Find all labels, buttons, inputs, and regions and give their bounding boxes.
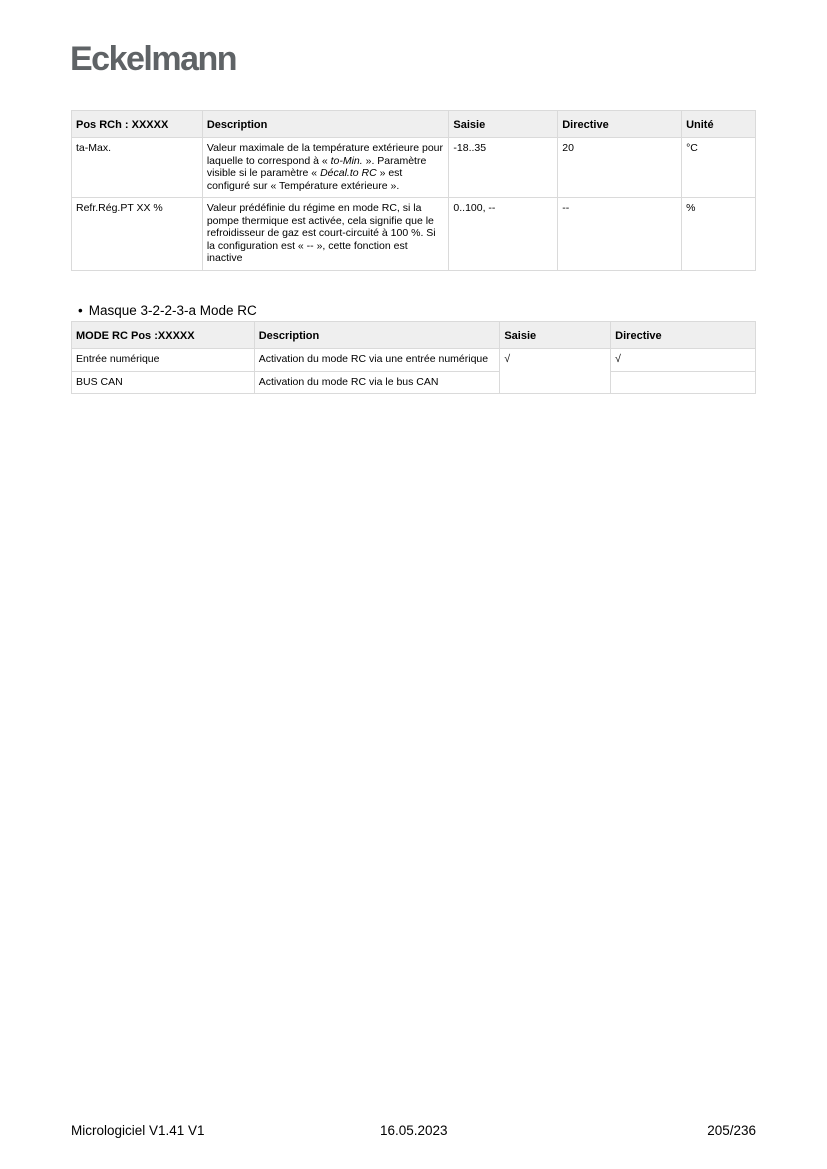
column-header-unite: Unité <box>682 111 756 138</box>
cell-saisie <box>500 371 611 394</box>
cell-saisie: √ <box>500 349 611 372</box>
cell-pos: Refr.Rég.PT XX % <box>72 198 203 271</box>
column-header-directive: Directive <box>558 111 682 138</box>
eckelmann-logo: Eckelmann <box>70 40 237 78</box>
section-title: Masque 3-2-2-3-a Mode RC <box>88 303 257 318</box>
cell-pos: Entrée numérique <box>72 349 255 372</box>
column-header-saisie: Saisie <box>449 111 558 138</box>
column-header-pos: Pos RCh : XXXXX <box>72 111 203 138</box>
cell-pos: ta-Max. <box>72 138 203 198</box>
cell-description: Activation du mode RC via une entrée numérique <box>254 349 500 372</box>
cell-directive: √ <box>611 349 756 372</box>
cell-saisie: -18..35 <box>449 138 558 198</box>
table-header-row <box>72 322 756 349</box>
table-header-row <box>72 111 756 138</box>
table-row <box>72 138 756 198</box>
column-header-directive: Directive <box>611 322 756 349</box>
table-row <box>72 349 756 372</box>
cell-description: Valeur maximale de la température extérieure pour laquelle to correspond à « to-Min. ». Paramètre visible si le paramètre « Décal.to RC » est configuré sur « Température extérieure ». <box>202 138 449 198</box>
table-row <box>72 371 756 394</box>
column-header-saisie: Saisie <box>500 322 611 349</box>
bullet-icon: • <box>78 303 83 318</box>
cell-description: Valeur prédéfinie du régime en mode RC, si la pompe thermique est activée, cela signifie que le refroidisseur de gaz est court-circuité à 100 %. Si la configuration est « -- », cette fonction est inactive <box>202 198 449 271</box>
cell-directive: 20 <box>558 138 682 198</box>
column-header-description: Description <box>254 322 500 349</box>
section-heading <box>78 303 257 318</box>
footer-page-number: 205/236 <box>707 1123 756 1138</box>
cell-unite: °C <box>682 138 756 198</box>
cell-saisie: 0..100, -- <box>449 198 558 271</box>
cell-description: Activation du mode RC via le bus CAN <box>254 371 500 394</box>
table-row <box>72 198 756 271</box>
cell-directive: -- <box>558 198 682 271</box>
cell-unite: % <box>682 198 756 271</box>
cell-pos: BUS CAN <box>72 371 255 394</box>
footer-firmware-version: Micrologiciel V1.41 V1 <box>71 1123 205 1138</box>
mode-rc-table <box>71 321 756 394</box>
cell-directive <box>611 371 756 394</box>
footer-date: 16.05.2023 <box>380 1123 448 1138</box>
column-header-pos: MODE RC Pos :XXXXX <box>72 322 255 349</box>
column-header-description: Description <box>202 111 449 138</box>
parameter-table-rch <box>71 110 756 271</box>
